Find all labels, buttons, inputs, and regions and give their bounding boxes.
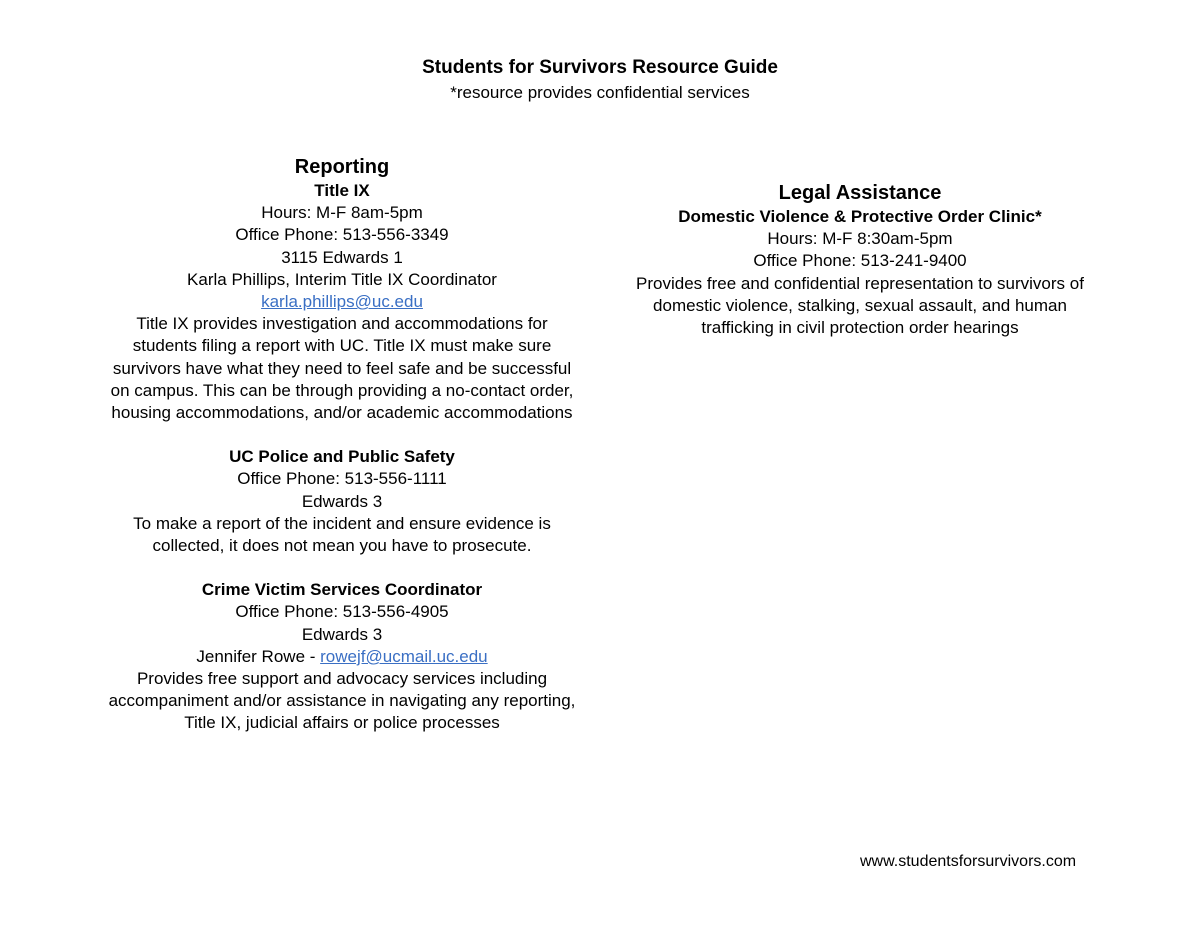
police-name: UC Police and Public Safety: [229, 447, 455, 467]
clinic-resource: [620, 206, 1100, 339]
title-ix-name: Title IX: [314, 181, 370, 200]
crime-victim-description-line: Provides free support and advocacy services including: [136, 669, 548, 689]
title-ix-contact: Karla Phillips, Interim Title IX Coordinator: [187, 269, 497, 289]
legal-heading: Legal Assistance: [778, 182, 942, 204]
clinic-description-line: domestic violence, stalking, sexual assault, and human: [653, 295, 1067, 315]
crime-victim-resource: [92, 579, 592, 734]
crime-victim-contact-name: Jennifer Rowe -: [196, 646, 321, 666]
police-description-line: collected, it does not mean you have to prosecute.: [152, 536, 532, 556]
document-header: [0, 55, 1200, 105]
reporting-heading: Reporting: [294, 156, 390, 178]
crime-victim-location: Edwards 3: [301, 624, 383, 644]
clinic-description-line: Provides free and confidential representation to survivors of: [636, 273, 1084, 293]
title-ix-description-line: Title IX provides investigation and accommodations for: [136, 314, 548, 334]
title-ix-description-line: survivors have what they need to feel safe and be successful: [112, 358, 572, 378]
police-description-line: To make a report of the incident and ensure evidence is: [133, 513, 551, 533]
clinic-description-line: trafficking in civil protection order hearings: [701, 318, 1019, 338]
title-ix-resource: [92, 180, 592, 424]
crime-victim-name: Crime Victim Services Coordinator: [201, 580, 483, 600]
title-ix-location: 3115 Edwards 1: [281, 247, 403, 267]
crime-victim-contact: [92, 646, 592, 668]
title-ix-phone: Office Phone: 513-556-3349: [235, 225, 449, 245]
crime-victim-description-line: accompaniment and/or assistance in navigating any reporting,: [108, 691, 576, 711]
title-ix-email-link[interactable]: karla.phillips@uc.edu: [261, 292, 423, 312]
title-ix-description-line: on campus. This can be through providing a no-contact order,: [110, 380, 574, 400]
title-ix-description-line: housing accommodations, and/or academic accommodations: [111, 403, 573, 423]
clinic-phone: Office Phone: 513-241-9400: [753, 251, 967, 271]
title-ix-description-line: students filing a report with UC. Title IX must make sure: [132, 336, 552, 356]
legal-column: [620, 180, 1100, 339]
document-subtitle: *resource provides confidential services: [450, 83, 750, 102]
document-title: Students for Survivors Resource Guide: [422, 57, 778, 78]
crime-victim-phone: Office Phone: 513-556-4905: [235, 602, 449, 622]
police-location: Edwards 3: [301, 491, 383, 511]
reporting-column: [92, 154, 592, 735]
crime-victim-email-link[interactable]: rowejf@ucmail.uc.edu: [320, 646, 488, 666]
clinic-name: Domestic Violence & Protective Order Clinic*: [678, 207, 1042, 226]
footer-website-url: www.studentsforsurvivors.com: [860, 853, 1077, 870]
crime-victim-description-line: Title IX, judicial affairs or police processes: [184, 713, 500, 733]
title-ix-hours: Hours: M-F 8am-5pm: [261, 203, 423, 223]
police-resource: [92, 446, 592, 557]
police-phone: Office Phone: 513-556-1111: [237, 469, 447, 489]
clinic-hours: Hours: M-F 8:30am-5pm: [767, 229, 953, 249]
